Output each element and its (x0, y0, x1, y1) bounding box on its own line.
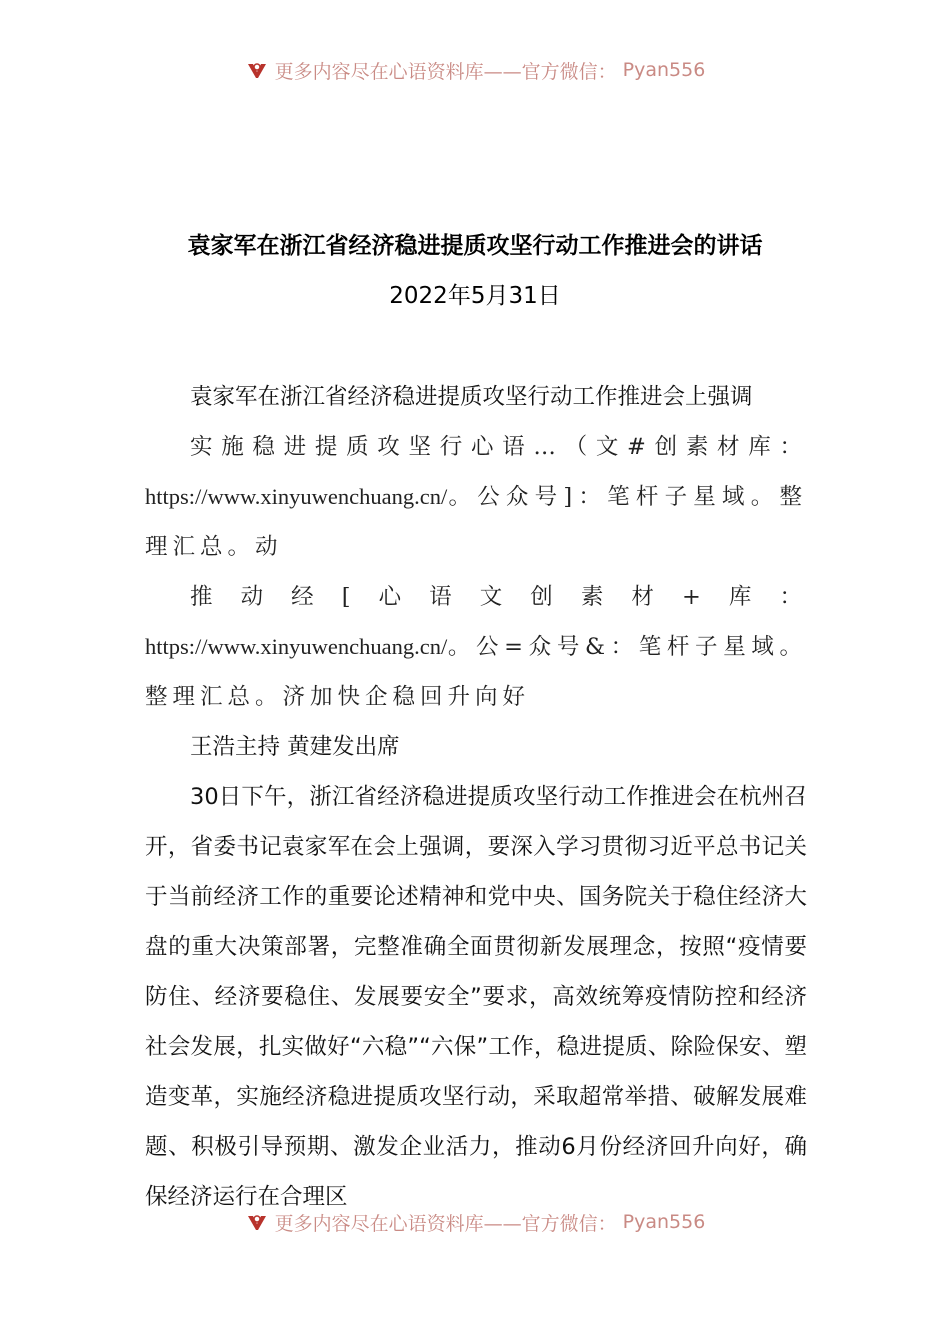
watermark-text: 。公众号]：笔杆子星域。整理汇总。动 (145, 484, 807, 560)
document-date: 2022年5月31日 (389, 283, 561, 309)
document-title: 袁家军在浙江省经济稳进提质攻坚行动工作推进会的讲话 (187, 233, 763, 259)
watermark-paragraph-2 (145, 572, 807, 722)
footer-watermark-banner (0, 1210, 950, 1234)
brand-logo-icon (245, 1210, 269, 1234)
watermark-text: 。公=众号&：笔杆子星域。整理汇总。济加快企稳回升向好 (145, 634, 807, 710)
watermark-text: 实施稳进提质攻坚行心语…（文#创素材库： (190, 434, 807, 460)
banner-text: 更多内容尽在心语资料库——官方微信： (274, 60, 617, 82)
watermark-paragraph-1 (145, 422, 807, 572)
subtitle-paragraph: 袁家军在浙江省经济稳进提质攻坚行动工作推进会上强调 (190, 384, 753, 410)
document-body (145, 372, 807, 1222)
banner-wechat-id: Pyan556 (622, 1211, 706, 1233)
hosts-paragraph: 王浩主持 黄建发出席 (190, 734, 400, 760)
brand-logo-icon (245, 58, 269, 82)
watermark-url: https://www.xinyuwenchuang.cn/ (145, 634, 448, 659)
banner-text: 更多内容尽在心语资料库——官方微信： (274, 1212, 617, 1234)
watermark-url: https://www.xinyuwenchuang.cn/ (145, 484, 448, 509)
header-watermark-banner (0, 58, 950, 82)
watermark-text: 推动经[心语文创素材+库： (190, 584, 807, 610)
banner-wechat-id: Pyan556 (622, 59, 706, 81)
body-paragraph: 30日下午，浙江省经济稳进提质攻坚行动工作推进会在杭州召开，省委书记袁家军在会上强调，要深入学习贯彻习近平总书记关于当前经济工作的重要论述精神和党中央、国务院关于稳住经济大盘的重大决策部署，完整准确全面贯彻新发展理念，按照“疫情要防住、经济要稳住、发展要安全”要求，高效统筹疫情防控和经济社会发展，扎实做好“六稳”“六保”工作，稳进提质、除险保安、塑造变革，实施经济稳进提质攻坚行动，采取超常举措、破解发展难题、积极引导预期、激发企业活力，推动6月份经济回升向好，确保经济运行在合理区 (145, 784, 807, 1210)
